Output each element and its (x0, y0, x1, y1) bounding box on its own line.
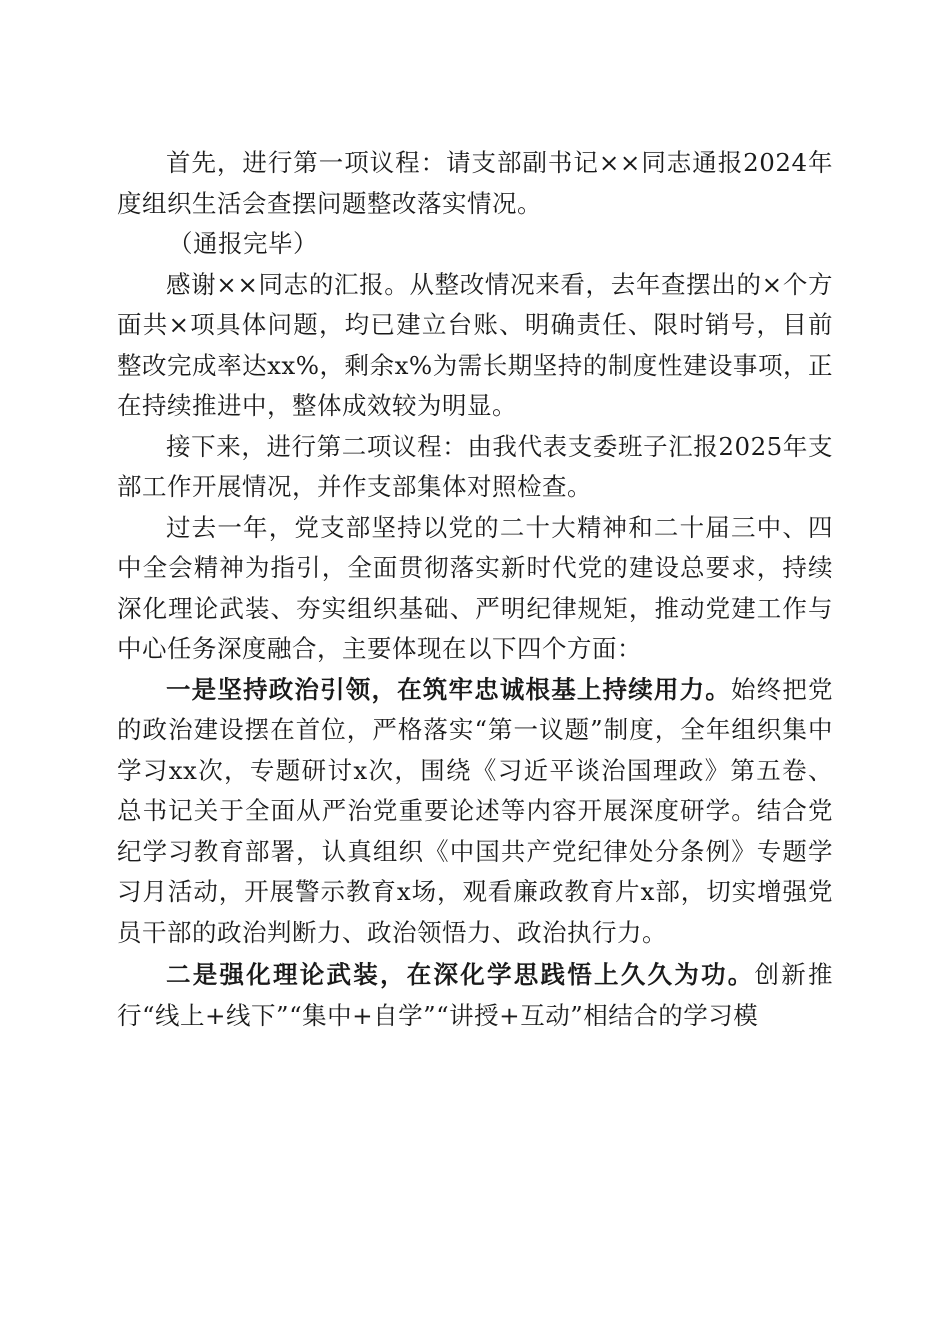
document-body (117, 143, 833, 1036)
paragraph-text: 首先，进行第一项议程：请支部副书记××同志通报2024年度组织生活会查摆问题整改落实情况。 (117, 148, 833, 218)
paragraph-agenda-item-two (117, 427, 833, 508)
paragraph-text: 始终把党的政治建设摆在首位，严格落实“第一议题”制度，全年组织集中学习xx次，专题研讨x次，围绕《习近平谈治国理政》第五卷、总书记关于全面从严治党重要论述等内容开展深度研学。结合党纪学习教育部署，认真组织《中国共产党纪律处分条例》专题学习月活动，开展警示教育x场，观看廉政教育片x部，切实增强党员干部的政治判断力、政治领悟力、政治执行力。 (117, 674, 834, 947)
paragraph-lead-sentence: 一是坚持政治引领，在筑牢忠诚根基上持续用力。 (166, 674, 731, 704)
paragraph-point-two-theory-study (117, 955, 833, 1036)
paragraph-agenda-item-one (117, 143, 833, 224)
paragraph-text: （通报完毕） (168, 229, 318, 258)
paragraph-point-one-political-leadership (117, 670, 833, 954)
paragraph-lead-sentence: 二是强化理论武装，在深化学思践悟上久久为功。 (166, 960, 755, 989)
paragraph-text: 过去一年，党支部坚持以党的二十大精神和二十届三中、四中全会精神为指引，全面贯彻落实新时代党的建设总要求，持续深化理论武装、夯实组织基础、严明纪律规矩，推动党建工作与中心任务深度融合，主要体现在以下四个方面： (117, 512, 833, 663)
paragraph-text: 感谢××同志的汇报。从整改情况来看，去年查摆出的×个方面共×项具体问题，均已建立台账、明确责任、限时销号，目前整改完成率达xx%，剩余x%为需长期坚持的制度性建设事项，正在持续推进中，整体成效较为明显。 (117, 269, 833, 420)
paragraph-text: 创新推行“线上+线下”“集中+自学”“讲授+互动”相结合的学习模 (117, 960, 833, 1030)
paragraph-report-complete-note (117, 224, 833, 265)
paragraph-past-year-overview (117, 508, 833, 670)
paragraph-rectification-summary (117, 265, 833, 427)
paragraph-text: 接下来，进行第二项议程：由我代表支委班子汇报2025年支部工作开展情况，并作支部集体对照检查。 (117, 431, 833, 501)
